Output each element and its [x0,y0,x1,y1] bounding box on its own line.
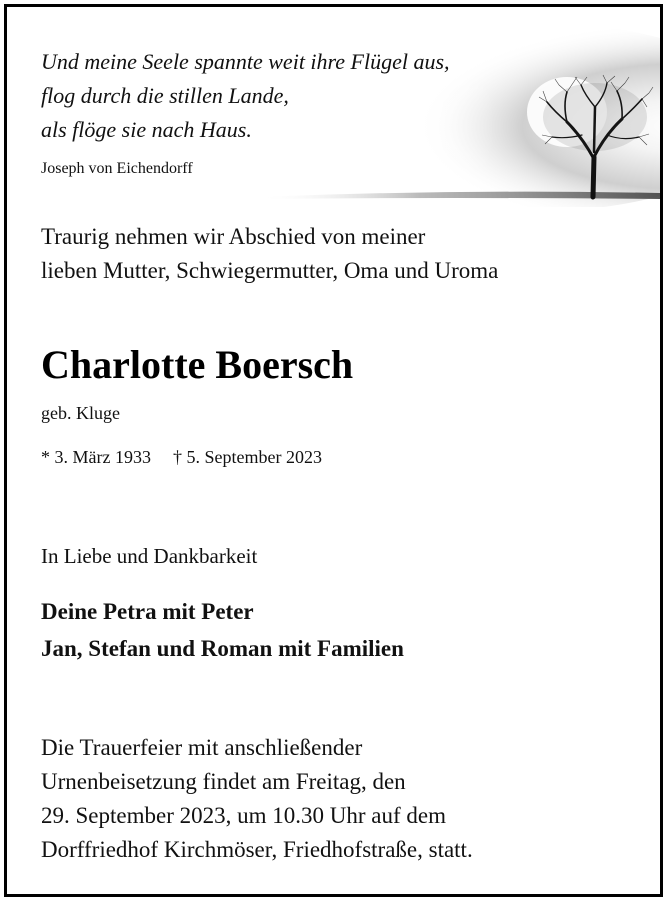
poem-author: Joseph von Eichendorff [41,160,193,177]
intro-line: lieben Mutter, Schwiegermutter, Oma und Uroma [41,258,499,283]
poem-line: als flöge sie nach Haus. [41,117,252,142]
birth-name: geb. Kluge [41,403,120,423]
death-date: † 5. September 2023 [172,447,322,467]
funeral-line: 29. September 2023, um 10.30 Uhr auf dem [41,803,446,828]
funeral-line: Dorffriedhof Kirchmöser, Friedhofstraße, statt. [41,837,473,862]
funeral-notice [41,731,473,867]
mourners-list [41,593,404,667]
poem-line: flog durch die stillen Lande, [41,83,289,108]
life-dates [41,447,322,468]
funeral-line: Die Trauerfeier mit anschließender [41,735,363,760]
deceased-name: Charlotte Boersch [41,342,354,387]
poem-quote [41,45,450,147]
birth-date: * 3. März 1933 [41,447,151,467]
mourner-line: Jan, Stefan und Roman mit Familien [41,636,404,661]
mourner-line: Deine Petra mit Peter [41,599,254,624]
obituary-frame [4,4,663,897]
closing-phrase: In Liebe und Dankbarkeit [41,544,258,568]
poem-line: Und meine Seele spannte weit ihre Flügel aus, [41,49,450,74]
funeral-line: Urnenbeisetzung findet am Freitag, den [41,769,406,794]
intro-line: Traurig nehmen wir Abschied von meiner [41,224,426,249]
intro-text [41,220,498,288]
